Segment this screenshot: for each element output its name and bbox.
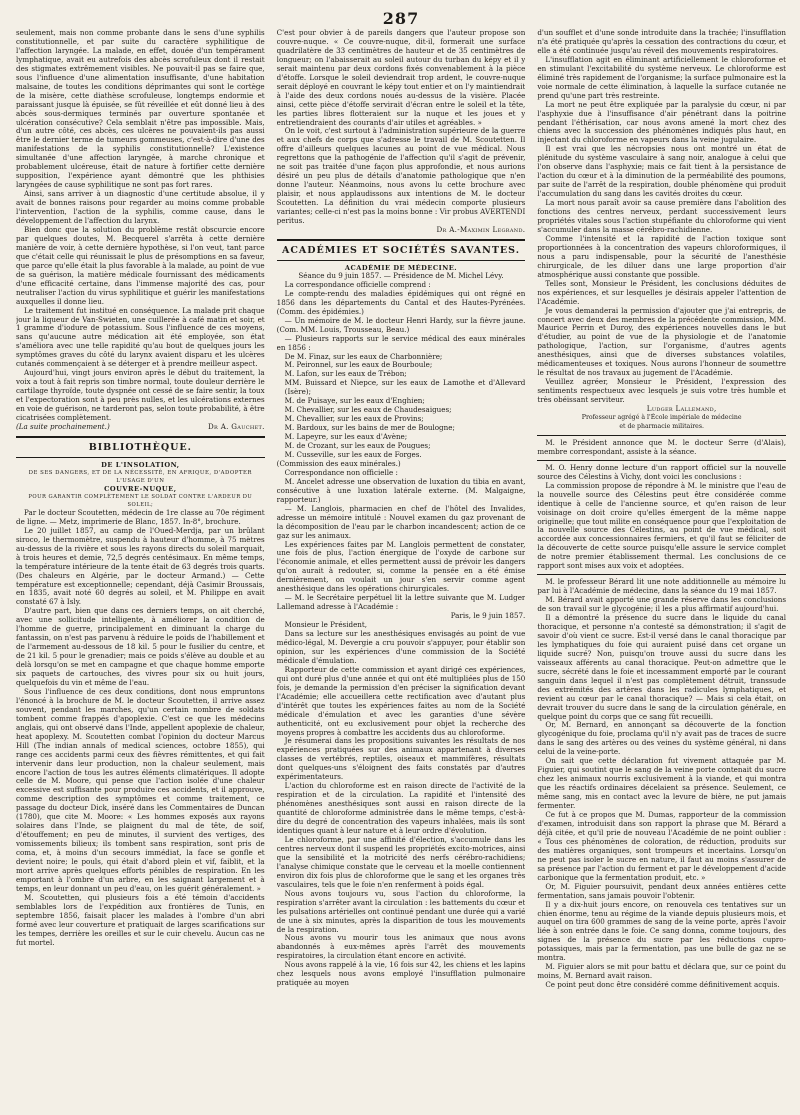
paragraph: Or, M. Figuier poursuivit, pendant deux années entières cette fermentation, sans jamais pouvoir l'obtenir. — [537, 881, 786, 900]
list-item: M. Bardoux, sur les bains de mer de Boulogne; — [284, 423, 455, 433]
paragraph: Il y a dix-huit jours encore, on renouvela ces tentatives sur un chien énorme, tenu au régime de la viande depuis plusieurs mois, et auquel on tira 600 grammes de sang de la veine porte, après l'avoir liée à son entrée dans le foie. Ce sang donna, comme toujours, des signes de la présence du sucre par les réductions cupro-potassiques, mais par la fermentation, pas une bulle de gaz ne se montra. — [537, 899, 786, 963]
paragraph: Il a démontré la présence du sucre dans le liquide du canal thoracique, et personne n'a contesté sa démonstration; il s'agit de savoir d'où vient ce sucre. Est-il versé dans le canal thoracique par les lymphatiques du foie qui auraient puisé dans cet organe un liquide sucré? Non, puisqu'on trouve aussi du sucre dans les vaisseaux afférents au canal thoracique. Peut-on admettre que le sucre, sécrété dans le foie et incessamment emporté par le courant sanguin dans lequel il n'est pas complètement détruit, transsude des extrémités des artères dans les radicules lymphatiques, et revient au cœur par le canal thoracique? — Mais si cela était, on devrait trouver du sucre dans le sang de la circulation générale, en quelque point du corps que ce sang fût recueilli. — [537, 613, 786, 721]
paragraph: — Un mémoire de M. le docteur Henri Hardy, sur la fièvre jaune. (Com. MM. Louis, Trousseau, Beau.) — [276, 315, 526, 334]
book-title-keyword: COUVRE-NUQUE, — [104, 484, 177, 493]
paragraph: Nous avons toujours vu, sous l'action du chloroforme, la respiration s'arrêter avant la circulation : les battements du cœur et les pulsations artérielles ont continué pendant une durée qui a varié de une à six minutes, après la disparition de tous les mouvements de la respiration. — [276, 888, 526, 934]
signature-title: et de pharmacie militaires. — [619, 422, 704, 430]
list-item: M. Peironnel, sur les eaux de Bourboule; — [284, 360, 433, 370]
column-left — [16, 29, 265, 1111]
academy-title: ACADÉMIE DE MÉDECINE. — [344, 263, 458, 272]
column-middle — [277, 29, 526, 1111]
paragraph: Sous l'influence de ces deux conditions, dont nous empruntons l'énoncé à la brochure de M. le docteur Scoutetten, il arrive assez souvent, pendant les marches, qu'un certain nombre de soldats tombent comme frappés d'apoplexie. C'est ce que les médecins anglais, qui ont observé dans l'Inde, appellent apoplexie de chaleur, heat apoplexy. M. Scoutetten combat l'opinion du docteur Marcus Hill (The indian annals of medical sciences, octobre 1855), qui range ces accidents parmi ceux des fièvres rémittentes, et qui fait intervenir dans leur production, non la chaleur seulement, mais encore l'action de tous les autres éléments climatériques. Il adopte celle de M. Moore, qui pense que l'action isolée d'une chaleur excessive est suffisante pour produire ces accidents, et il approuve, comme description des symptômes et comme traitement, ce passage du docteur Dick, inséré dans les Commentaires de Duncan (1780), que cite M. Moore: « Les hommes exposés aux rayons solaires dans l'Inde, se plaignent du mal de tête, de soif, d'étouffement; en peu de minutes, il survient des vertiges, des vomissements bilieux; ils tombent sans respiration, sont pris de coma, et, à moins d'un secours immédiat, la face se gonfle et devient noire; le pouls, qui était d'abord plein et vif, faiblit, et la mort arrive après quelques efforts pénibles de respiration. En les emportant à l'ombre d'un arbre, en les saignant largement et à temps, en leur donnant un peu d'eau, on les guérit généralement. » — [16, 686, 265, 893]
paragraph: D'autre part, bien que dans ces derniers temps, on ait cherché, avec une sollicitude intelligente, à améliorer la condition de l'homme de guerre, principalement en diminuant la charge du fantassin, on n'est pas parvenu à réduire le poids de l'habillement et de l'armement au-dessous de 18 kil. 5 pour le fusilier du centre, et de 21 kil. 5 pour le grenadier; mais ce poids s'élève au double et au delà lorsqu'on se met en campagne et que chaque homme emporte six paquets de cartouches, des vivres pour six ou huit jours, quelquefois du vin et même de l'eau. — [16, 606, 265, 687]
paragraph: Je résumerai dans les propositions suivantes les résultats de nos expériences pratiquées sur des animaux appartenant à diverses classes de vertébrés, reptiles, oiseaux et mammifères, résultats dont quelques-uns s'éloignent des faits constatés par d'autres expérimentateurs. — [276, 736, 526, 782]
paragraph: Le compte-rendu des maladies épidémiques qui ont régné en 1856 dans les départements du Cantal et des Hautes-Pyrénées. (Comm. des épidémies.) — [276, 288, 526, 316]
paragraph: Dans sa lecture sur les anesthésiques envisagés au point de vue médico-légal, M. Devergie a cru pouvoir s'appuyer, pour établir son opinion, sur les expériences d'une commission de la Société médicale d'émulation. — [276, 629, 526, 665]
paragraph: C'est pour obvier à de pareils dangers que l'auteur propose son couvre-nuque. « Ce couvre-nuque, dit-il, formerait une surface quadrilatère de 33 centimètres de hauteur et de 35 centimètres de longueur; on l'abaisserait au soleil autour du turban du képy et il y serait maintenu par deux cordons fixés convenablement à la pièce d'étoffe. Lorsque le soleil deviendrait trop ardent, le couvre-nuque serait déployé en couvrant le képy tout entier et on l'y maintiendrait à l'aide des deux cordons noués au-dessus de la visière. Placée ainsi, cette pièce d'étoffe servirait d'écran entre le soleil et la tête, les parties libres flotteraient sur la nuque et les joues et y entretiendraient des courants d'air utiles et agréables. » — [276, 29, 526, 127]
list-item: De M. Finaz, sur les eaux de Charbonnière; — [284, 351, 443, 361]
letter-date: Paris, le 9 juin 1857. — [450, 611, 526, 621]
paragraph: Aujourd'hui, vingt jours environ après le début du traitement, la voix a tout à fait repris son timbre normal, toute douleur derrière le cartilage thyroïde, toute dyspnée ont cessé de se faire sentir, la toux et l'expectoration sont à peu près nulles, et les ulcérations externes en voie de guérison, ne tarderont pas, selon toute probabilité, à être cicatrisées complètement. — [16, 368, 265, 422]
paragraph: d'un soufflet et d'une sonde introduite dans la trachée; l'insufflation n'a été pratiquée qu'après la cessation des contractions du cœur, et elle a été continuée jusqu'au réveil des mouvements respiratoires. — [537, 29, 786, 55]
paragraph: Bien donc que la solution du problème restât obscurcie encore par quelques doutes, M. Becquerel s'arrêta à cette dernière manière de voir, à cette dernière hypothèse, si l'on veut, tant parce que c'était celle qui réunissait le plus de présomptions en sa faveur, que parce qu'elle était la plus favorable à la malade, au point de vue de sa guérison, la matière médicale fournissant des médicaments d'une efficacité certaine, dans l'immense majorité des cas, pour neutraliser l'action du virus syphilitique et guérir les manifestations auxquelles il donne lieu. — [16, 224, 265, 306]
to-be-continued: (La suite prochainement.) — [16, 421, 110, 431]
list-item: M. Cusseville, sur les eaux de Forges. — [284, 449, 422, 459]
paragraph: Il est vrai que les nécropsies nous ont montré un état de plénitude du système vasculaire à sang noir, analogue à celui que l'on observe dans l'asphyxie; mais ce fait tient à la persistance de l'action du cœur et à la diminution de la perméabilité des poumons, par suite de l'arrêt de la respiration, double phénomène qui produit l'accumulation du sang dans les cavités droites du cœur. — [537, 144, 786, 199]
paragraph: M. le Président annonce que M. le docteur Serre (d'Alais), membre correspondant, assiste à la séance. — [537, 437, 786, 456]
page-number: 287 — [382, 9, 420, 28]
session-line: Séance du 9 juin 1857. — Présidence de M. Michel Lévy. — [298, 270, 504, 280]
paragraph: M. Figuier alors se mit pour battu et déclara que, sur ce point du moins, M. Bernard avait raison. — [537, 962, 786, 981]
section-title-academies: ACADÉMIES ET SOCIÉTÉS SAVANTES. — [282, 244, 520, 256]
section-title-bibliotheque: BIBLIOTHÈQUE. — [88, 441, 192, 453]
paragraph: M. O. Henry donne lecture d'un rapport officiel sur la nouvelle source des Célestins à Vichy, dont voici les conclusions : — [537, 462, 786, 481]
paragraph: L'action du chloroforme est en raison directe de l'activité de la respiration et de la circulation. La rapidité et l'intensité des phénomènes anesthésiques sont aussi en raison directe de la quantité de chloroforme administrée dans le même temps, c'est-à-dire du degré de concentration des vapeurs inhalées, mais ils sont identiques quant à leur nature et à leur ordre d'évolution. — [276, 781, 526, 836]
paragraph: Rapporteur de cette commission et ayant dirigé ces expériences, qui ont duré plus d'une année et qui ont été multipliées plus de 150 fois, je demande la permission d'en préciser la signification devant l'Académie; elle accueillera cette rectification avec d'autant plus d'intérêt que toutes les expériences faites au nom de la Société médicale d'émulation et avec les garanties d'une sévère authenticité, ont eu exclusivement pour objet la recherche des moyens propres à combattre les accidents dus au chloroforme. — [276, 664, 526, 737]
paragraph: La mort ne peut être expliquée par la paralysie du cœur, ni par l'asphyxie due à l'insuffisance d'air pénétrant dans la poitrine pendant l'éthérisation, car nous avons amené la mort chez des chiens avec la succession des phénomènes indiqués plus haut, en injectant du chloroforme en vapeurs dans la veine jugulaire. — [537, 99, 786, 145]
paragraph: Ce point peut donc être considéré comme définitivement acquis. — [545, 980, 780, 990]
paragraph: Nous avons vu mourir tous les animaux que nous avons abandonnés à eux-mêmes après l'arrêt des mouvements respiratoires, la circulation étant encore en activité. — [276, 933, 526, 961]
list-item: M. de Puisaye, sur les eaux d'Enghien; — [284, 396, 425, 406]
list-item: M. Chevallier, sur les eaux de Chaudesaigues; — [284, 405, 452, 415]
article-signature — [16, 423, 265, 432]
paragraph: Les expériences faites par M. Langlois permettent de constater, une fois de plus, l'action énergique de l'oxyde de carbone sur l'économie animale, et elles permettent aussi de prévoir les dangers qu'on aurait à redouter, si, comme la pensée en a été émise dernièrement, on voulait un jour s'en servir comme agent anesthésique dans les opérations chirurgicales. — [276, 539, 526, 594]
paragraph: On sait que cette déclaration fut vivement attaquée par M. Figuier, qui soutint que le sang de la veine porte contenait du sucre chez les animaux nourris exclusivement à la viande, et qui montra que les réactifs ordinaires décelaient sa présence. Seulement, ce même sang, mis en contact avec la levure de bière, ne put jamais fermenter. — [537, 756, 786, 811]
divider — [537, 435, 786, 436]
list-item: M. Chevallier, sur les eaux de Provins; — [284, 414, 424, 424]
paragraph: — M. Langlois, pharmacien en chef de l'hôtel des Invalides, adresse un mémoire intitulé : Nouvel examen du gaz provenant de la décomposition de l'eau par le charbon incandescent; action de ce gaz sur les animaux. — [276, 503, 526, 540]
columns — [16, 29, 786, 1111]
book-subtitle: POUR GARANTIR COMPLÈTEMENT LE SOLDAT CONTRE L'ARDEUR DU SOLEIL; — [28, 493, 253, 508]
divider — [16, 436, 265, 438]
divider — [277, 239, 526, 241]
column-right — [537, 29, 786, 1111]
divider — [16, 457, 265, 458]
paragraph: seulement, mais non comme probante dans le sens d'une syphilis constitutionnelle, et par suite du caractère syphilitique de l'affection laryngée. La malade, en effet, douée d'un tempérament lymphatique, avait eu autrefois des abcès scrofuleux dont il restait des stigmates extrêmement visibles. Ne pouvait-il pas se faire que, sous l'influence d'une alimentation insuffisante, d'une habitation malsaine, de toutes les conditions déprimantes qui sont le cortège de la misère, cette diathèse scrofuleuse, longtemps endormie et paraissant jusque là épuisée, se fût réveillée et eût donné lieu à des abcès sous-dermiques terminés par ouverture spontanée et ulcération consécutive? Cela semblait n'être pas impossible. Mais, d'un autre côté, ces abcès, ces ulcères ne pouvaient-ils pas aussi être le dernier terme de tumeurs gommeuses, c'est-à-dire d'une des manifestations de la syphilis constitutionnelle? L'existence simultanée d'une affection laryngée, à marche chronique et probablement ulcéreuse, était de nature à fortifier cette dernière supposition, l'expérience ayant démontré que les phthisies laryngées de cause syphilitique ne sont pas fort rares. — [16, 29, 265, 190]
signature-title: Professeur agrégé à l'École impériale de médecine — [581, 413, 742, 421]
paragraph: Comme l'intensité et la rapidité de l'action toxique sont proportionnées à la concentration des vapeurs chloroformiques, il nous a paru indispensable, pour la sécurité de l'anesthésie chirurgicale, de les diluer dans une large proportion d'air atmosphérique aussi constante que possible. — [537, 233, 786, 279]
paragraph: Ainsi, sans arriver à un diagnostic d'une certitude absolue, il y avait de bonnes raisons pour regarder au moins comme probable l'intervention, l'action de la syphilis, comme cause, dans le développement de l'affection du larynx. — [16, 189, 265, 226]
divider — [537, 460, 786, 461]
paragraph: La commission propose de répondre à M. le ministre que l'eau de la nouvelle source des Célestins peut être considérée comme identique à celle de l'ancienne source, et qu'en raison de leur voisinage on doit croire qu'elles émergent de la même nappe originelle; que tout milite en conséquence pour que l'exploitation de la nouvelle source des Célestins, au point de vue médical, soit accordée aux concessionnaires fermiers, et qu'il faut se féliciter de la découverte de cette source puisqu'elle assure le service complet de notre premier établissement thermal. Les conclusions de ce rapport sont mises aux voix et adoptées. — [537, 480, 786, 571]
paragraph: Le traitement fut institué en conséquence. La malade prit chaque jour la liqueur de Van-Swieten, une cuillerée à café matin et soir, et 1 gramme d'iodure de potassium. Sous l'influence de ces moyens, sans qu'aucune autre médication ait été employée, son état s'améliora avec une telle rapidité qu'au bout de quelques jours les symptômes graves du côté du larynx avaient disparu et les ulcères cutanés commençaient à se déterger et à prendre meilleur aspect. — [16, 305, 265, 369]
list-item: MM. Buissard et Niepce, sur les eaux de Lamothe et d'Allevard (Isère); — [284, 378, 526, 397]
paragraph: M. le professeur Bérard lit une note additionnelle au mémoire lu par lui à l'Académie de médecine, dans la séance du 19 mai 1857. — [537, 577, 786, 596]
paragraph: M. Scoutetten, qui plusieurs fois a été témoin d'accidents semblables lors de l'expédition aux frontières de Tunis, en septembre 1856, faisait placer les malades à l'ombre d'un abri formé avec leur couverture et pratiquait de larges scarifications sur les tempes, derrière les oreilles et sur le cuir chevelu. Aucun cas ne fut mortel. — [16, 892, 265, 947]
paragraph: La correspondance officielle comprend : — [284, 279, 431, 289]
paragraph: — Plusieurs rapports sur le service médical des eaux minérales en 1856 : — [276, 333, 526, 352]
list-item: M. Lapeyre, sur les eaux d'Avène; — [284, 432, 408, 442]
book-title: DE L'INSOLATION, — [101, 460, 180, 469]
paragraph: Nous avons rappelé à la vie, 16 fois sur 42, les chiens et les lapins chez lesquels nous avons employé l'insufflation pulmonaire pratiquée au moyen — [276, 960, 526, 988]
signature-name: Ludger Lallemand, — [646, 404, 717, 414]
paragraph: M. Bérard avait apporté une grande réserve dans les conclusions de son travail sur le glycogénie; il les a plus affirmatif aujourd'hui. — [537, 595, 786, 614]
book-subtitle: DE SES DANGERS, ET DE LA NÉCESSITÉ, EN AFRIQUE, D'ADOPTER L'USAGE D'UN — [28, 469, 252, 484]
book-credit: Par le docteur Scoutetten, médecin de 1re classe au 70e régiment de ligne. — Metz, imprimerie de Blanc, 1857. In-8°, brochure. — [16, 507, 265, 526]
paragraph: Correspondance non officielle : — [284, 467, 398, 477]
author-signature: Dr A. Gauchet. — [208, 421, 265, 431]
list-item: M. de Crozant, sur les eaux de Pougues; — [284, 441, 431, 451]
commission-note: (Commission des eaux minérales.) — [276, 458, 401, 468]
divider — [537, 574, 786, 575]
divider — [277, 260, 526, 261]
paragraph: — M. le Secrétaire perpétuel lit la lettre suivante que M. Ludger Lallemand adresse à l'Académie : — [276, 593, 526, 612]
paragraph: Telles sont, Monsieur le Président, les conclusions déduites de nos expériences, et sur lesquelles je désirais appeler l'attention de l'Académie. — [537, 278, 786, 306]
paragraph: Ce fut à ce propos que M. Dumas, rapporteur de la commission d'examen, introduisit dans son rapport la phrase que M. Bérard a déjà citée, et qu'il prie de nouveau l'Académie de ne point oublier : « Tous ces phénomènes de coloration, de réduction, produits sur des matières organiques, sont trompeurs et incertains. Lorsqu'on ne peut pas isoler le sucre en nature, il faut au moins s'assurer de sa présence par l'action du ferment et par le développement d'acide carbonique que la fermentation produit, etc. » — [537, 810, 786, 882]
paragraph: Le 20 juillet 1857, au camp de l'Oued-Merdja, par un brûlant siroco, le thermomètre, suspendu à hauteur d'homme, à 75 mètres au-dessus de la rivière et sous les rayons directs du soleil marquait, à trois heures et demie, 72,5 degrés centésimaux. En même temps, la température intérieure de la tente était de 63 degrés trois quarts. (Des chaleurs en Algérie, par le docteur Armand.) — Cette température est exceptionnelle; cependant, déjà Casimir Broussais, en 1835, avait noté 60 degrés au soleil, et M. Philippe en avait constaté 67 à Isly. — [16, 525, 265, 607]
paragraph: L'insufflation agit en éliminant artificiellement le chloroforme et en stimulant l'excitabilité du système nerveux. Le chloroforme est éliminé très rapidement de l'organisme; la surface pulmonaire est la voie normale de cette élimination, à laquelle la surface cutanée ne prend qu'une part très restreinte. — [537, 54, 786, 100]
paragraph: Je vous demanderai la permission d'ajouter que j'ai entrepris, de concert avec deux des membres de la précédente commission, MM. Maurice Perrin et Duroy, des expériences nouvelles dans le but d'étudier, au point de vue de la physiologie et de l'anatomie pathologique, l'action, sur l'organisme, d'autres agents anesthésiques, ainsi que de diverses substances volatiles, médicamenteuses et toxiques. Nous aurons l'honneur de soumettre le résultat de nos travaux au jugement de l'Académie. — [537, 305, 786, 378]
paragraph: M. Ancelet adresse une observation de luxation du tibia en avant, consécutive à une luxation latérale externe. (M. Malgaigne, rapporteur.) — [276, 476, 526, 504]
paragraph: Or, M. Bernard, en annonçant sa découverte de la fonction glycogénique du foie, proclama qu'il n'y avait pas de traces de sucre dans le sang des artères ou des veines du système général, ni dans celui de la veine-porte. — [537, 720, 786, 757]
paragraph: La mort nous paraît avoir sa cause première dans l'abolition des fonctions des centres nerveux, perdant successivement leurs propriétés vitales sous l'action stupéfiante du chloroforme qui vient s'accumuler dans la masse cérébro-rachidienne. — [537, 198, 786, 234]
paragraph: On le voit, c'est surtout à l'administration supérieure de la guerre et aux chefs de corps que s'adresse le travail de M. Scoutetten. Il offre d'ailleurs quelques lacunes au point de vue médical. Nous regrettons que la pathogénie de l'affection qu'il s'agit de prévenir, ne soit pas traitée d'une façon plus approfondie, et nous aurions désiré un peu plus de détails d'anatomie pathologique que n'en donne l'auteur. Néanmoins, nous avons lu cette brochure avec plaisir, et nous applaudissons aux intentions de M. le docteur Scoutetten. La définition du vrai médecin comporte plusieurs variantes; celle-ci n'est pas la moins bonne : Vir probus AVERTENDI peritus. — [276, 126, 526, 226]
list-item: M. Lafon, sur les eaux de Trébon; — [284, 369, 407, 379]
letter-salutation: Monsieur le Président, — [284, 620, 368, 630]
paragraph: Veuillez agréer, Monsieur le Président, l'expression des sentiments respectueux avec lesquels je suis votre très humble et très obéissant serviteur. — [537, 377, 786, 405]
author-signature: Dr A.-Maximin Legrand. — [436, 224, 526, 234]
paragraph: Le chloroforme, par une affinité d'élection, s'accumule dans les centres nerveux dont il suspend les propriétés excito-motrices, ainsi que la sensibilité et la motricité des nerfs cérébro-rachidiens; l'analyse chimique constate que le cerveau et la moelle contiennent environ dix fois plus de chloroforme que le sang et les organes très vasculaires, tels que le foie n'en renferment à poids égal. — [276, 834, 526, 889]
